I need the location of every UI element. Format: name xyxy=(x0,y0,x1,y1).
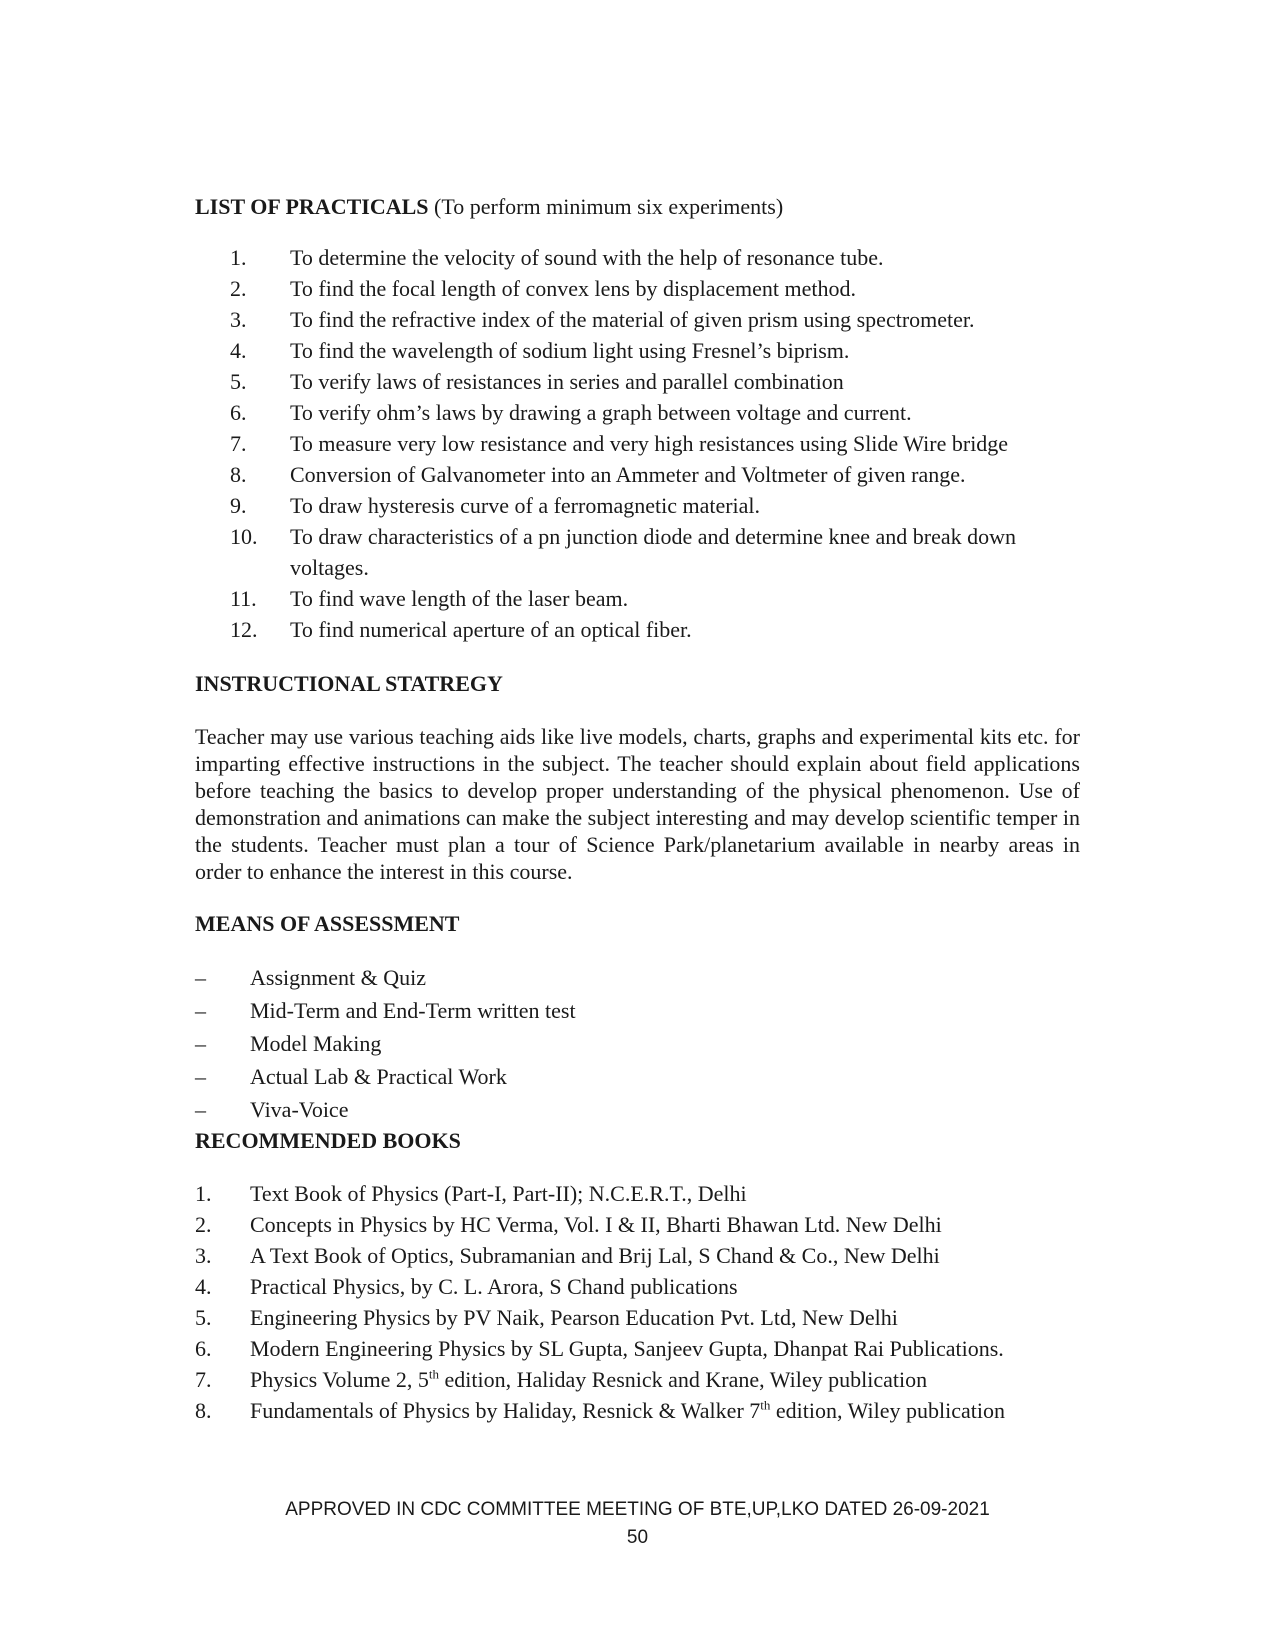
item-number: 1. xyxy=(230,245,247,270)
item-number: 10. xyxy=(230,524,258,549)
item-text: Viva-Voice xyxy=(250,1097,349,1122)
item-text: Concepts in Physics by HC Verma, Vol. I & II, Bharti Bhawan Ltd. New Delhi xyxy=(250,1212,942,1237)
item-text: To find the focal length of convex lens by displacement method. xyxy=(290,276,857,301)
list-item xyxy=(195,614,1080,645)
list-item xyxy=(195,428,1080,459)
item-number: 3. xyxy=(195,1243,212,1268)
list-item xyxy=(195,1240,1080,1271)
text-before: Fundamentals of Physics by Haliday, Resnick & Walker 7 xyxy=(250,1398,761,1423)
item-text: To verify laws of resistances in series and parallel combination xyxy=(290,369,844,394)
document-page xyxy=(195,192,1080,1426)
list-item xyxy=(195,1178,1080,1209)
practicals-list xyxy=(195,242,1080,645)
strategy-heading: INSTRUCTIONAL STATREGY xyxy=(195,671,503,696)
practicals-heading xyxy=(195,192,1080,222)
page-footer xyxy=(0,1496,1275,1552)
item-number: 11. xyxy=(230,586,257,611)
strategy-paragraph: Teacher may use various teaching aids like live models, charts, graphs and experimental kits etc. for imparting effective instructions in the subject. The teacher should explain about field applications before teaching the basics to develop proper understanding of the physical phenomenon. Use of demonstration and animations can make the subject interesting and may develop scientific temper in the students. Teacher must plan a tour of Science Park/planetarium available in nearby areas in order to enhance the interest in this course. xyxy=(195,724,1080,884)
text-before: Physics Volume 2, 5 xyxy=(250,1367,429,1392)
books-heading: RECOMMENDED BOOKS xyxy=(195,1128,461,1153)
list-item xyxy=(195,1093,1080,1126)
item-number: 1. xyxy=(195,1181,212,1206)
practicals-subtitle: (To perform minimum six experiments) xyxy=(434,194,784,219)
list-item xyxy=(195,366,1080,397)
item-text: To draw characteristics of a pn junction diode and determine knee and break down voltages. xyxy=(290,524,1017,580)
list-item xyxy=(195,521,1080,583)
item-text: Conversion of Galvanometer into an Ammeter and Voltmeter of given range. xyxy=(290,462,966,487)
item-number: 12. xyxy=(230,617,258,642)
list-item xyxy=(195,1271,1080,1302)
dash-bullet: – xyxy=(195,965,206,990)
item-text: To find wave length of the laser beam. xyxy=(290,586,629,611)
item-number: 7. xyxy=(195,1367,212,1392)
item-number: 6. xyxy=(195,1336,212,1361)
item-text: Mid-Term and End-Term written test xyxy=(250,998,576,1023)
page-number: 50 xyxy=(626,1527,649,1548)
dash-bullet: – xyxy=(195,1031,206,1056)
text-after: edition, Wiley publication xyxy=(770,1398,1005,1423)
list-item xyxy=(195,1060,1080,1093)
list-item xyxy=(195,273,1080,304)
item-text: To find the refractive index of the material of given prism using spectrometer. xyxy=(290,307,975,332)
list-item xyxy=(195,961,1080,994)
item-number: 2. xyxy=(195,1212,212,1237)
practicals-title: LIST OF PRACTICALS xyxy=(195,194,429,219)
item-text: Practical Physics, by C. L. Arora, S Chand publications xyxy=(250,1274,738,1299)
item-number: 4. xyxy=(230,338,247,363)
item-text: Modern Engineering Physics by SL Gupta, Sanjeev Gupta, Dhanpat Rai Publications. xyxy=(250,1336,1004,1361)
item-text: Assignment & Quiz xyxy=(250,965,426,990)
item-text: Actual Lab & Practical Work xyxy=(250,1064,507,1089)
list-item xyxy=(195,459,1080,490)
list-item xyxy=(195,994,1080,1027)
list-item xyxy=(195,1395,1080,1426)
text-after: edition, Haliday Resnick and Krane, Wiley publication xyxy=(439,1367,928,1392)
item-number: 5. xyxy=(195,1305,212,1330)
list-item xyxy=(195,304,1080,335)
item-number: 3. xyxy=(230,307,247,332)
item-text: To verify ohm’s laws by drawing a graph between voltage and current. xyxy=(290,400,912,425)
item-text: To measure very low resistance and very high resistances using Slide Wire bridge xyxy=(290,431,1009,456)
item-number: 4. xyxy=(195,1274,212,1299)
assessment-list xyxy=(195,961,1080,1126)
superscript: th xyxy=(428,1366,440,1382)
list-item xyxy=(195,1027,1080,1060)
list-item xyxy=(195,397,1080,428)
assessment-heading: MEANS OF ASSESSMENT xyxy=(195,911,460,936)
item-number: 8. xyxy=(230,462,247,487)
list-item xyxy=(195,490,1080,521)
item-number: 7. xyxy=(230,431,247,456)
superscript: th xyxy=(760,1397,771,1413)
item-text: Engineering Physics by PV Naik, Pearson Education Pvt. Ltd, New Delhi xyxy=(250,1305,898,1330)
item-text: To find numerical aperture of an optical fiber. xyxy=(290,617,692,642)
list-item xyxy=(195,1364,1080,1395)
item-number: 5. xyxy=(230,369,247,394)
item-text: Model Making xyxy=(250,1031,382,1056)
approval-note: APPROVED IN CDC COMMITTEE MEETING OF BTE,UP,LKO DATED 26-09-2021 xyxy=(285,1499,990,1520)
item-text: A Text Book of Optics, Subramanian and Brij Lal, S Chand & Co., New Delhi xyxy=(250,1243,940,1268)
item-text xyxy=(250,1364,927,1395)
item-number: 2. xyxy=(230,276,247,301)
item-text: Text Book of Physics (Part-I, Part-II); N.C.E.R.T., Delhi xyxy=(250,1181,747,1206)
list-item xyxy=(195,1209,1080,1240)
item-number: 8. xyxy=(195,1398,212,1423)
dash-bullet: – xyxy=(195,998,206,1023)
list-item xyxy=(195,583,1080,614)
list-item xyxy=(195,1302,1080,1333)
item-text: To determine the velocity of sound with the help of resonance tube. xyxy=(290,245,884,270)
list-item xyxy=(195,335,1080,366)
dash-bullet: – xyxy=(195,1064,206,1089)
dash-bullet: – xyxy=(195,1097,206,1122)
item-text xyxy=(250,1395,1005,1426)
item-number: 9. xyxy=(230,493,247,518)
books-list xyxy=(195,1178,1080,1426)
item-number: 6. xyxy=(230,400,247,425)
list-item xyxy=(195,1333,1080,1364)
item-text: To draw hysteresis curve of a ferromagnetic material. xyxy=(290,493,761,518)
list-item xyxy=(195,242,1080,273)
item-text: To find the wavelength of sodium light using Fresnel’s biprism. xyxy=(290,338,850,363)
